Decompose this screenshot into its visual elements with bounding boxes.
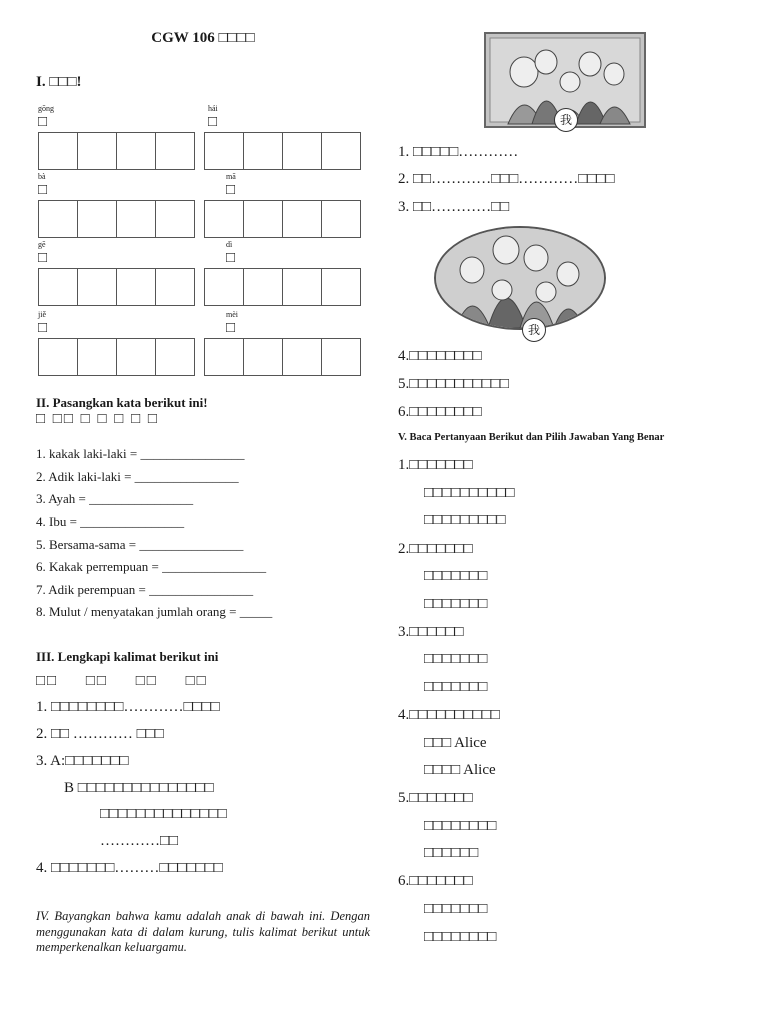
quiz-option-checkbox[interactable]: □□□□□□□ <box>424 679 488 695</box>
matching-item: 6. Kakak perrempuan = ________________ <box>36 559 267 574</box>
character-glyph: □ <box>226 250 236 266</box>
pinyin-label: gōng <box>38 104 54 113</box>
quiz-question: 6.□□□□□□□ <box>398 873 473 889</box>
picture-question: 6.□□□□□□□□ <box>398 404 482 420</box>
quiz-question: 2.□□□□□□□ <box>398 541 473 557</box>
fill-in-item: □□□□□□□□□□□□□□ <box>100 806 227 822</box>
character-glyph: □ <box>38 182 48 198</box>
character-glyph: □ <box>38 250 48 266</box>
quiz-option-checkbox[interactable]: □□□□□□□ <box>424 568 488 584</box>
quiz-option-checkbox[interactable]: □□□□□□□ <box>424 596 488 612</box>
section-3-heading: III. Lengkapi kalimat berikut ini <box>36 649 219 664</box>
picture-question: 3. □□…………□□ <box>398 199 510 215</box>
quiz-question: 1.□□□□□□□ <box>398 457 473 473</box>
picture-question: 1. □□□□□………… <box>398 144 519 160</box>
writing-grid[interactable] <box>38 268 195 306</box>
fill-in-item: 1. □□□□□□□□…………□□□□ <box>36 699 220 715</box>
character-glyph: □ <box>208 114 218 130</box>
pinyin-label: hái <box>208 104 218 113</box>
wo-marker: 我 <box>522 318 546 342</box>
quiz-option-checkbox[interactable]: □□□□□□□□ <box>424 929 497 945</box>
writing-grid[interactable] <box>38 338 195 376</box>
picture-question: 4.□□□□□□□□ <box>398 348 482 364</box>
quiz-option-checkbox[interactable]: □□□□□□ <box>424 845 479 861</box>
fill-in-item: 3. A:□□□□□□□ <box>36 753 129 769</box>
matching-item: 8. Mulut / menyatakan jumlah orang = _____ <box>36 604 273 619</box>
character-glyph: □ <box>226 320 236 336</box>
quiz-option-checkbox[interactable]: □□□□□□□ <box>424 651 488 667</box>
picture-question: 5.□□□□□□□□□□□ <box>398 376 509 392</box>
character-glyph: □ <box>38 114 48 130</box>
quiz-option-checkbox[interactable]: □□□□□□□□ <box>424 818 497 834</box>
word-bank: □ □□ □ □ □ □ □ <box>36 411 159 427</box>
writing-grid[interactable] <box>204 200 361 238</box>
quiz-option-checkbox[interactable]: □□□□□□□□□□ <box>424 485 515 501</box>
quiz-option-checkbox[interactable]: □□□□ Alice <box>424 762 496 778</box>
quiz-option-checkbox[interactable]: □□□□□□□ <box>424 901 488 917</box>
character-glyph: □ <box>38 320 48 336</box>
quiz-option-checkbox[interactable]: □□□ Alice <box>424 735 487 751</box>
section-4-instruction: IV. Bayangkan bahwa kamu adalah anak di bawah ini. Dengan menggunakan kata di dalam kurung, tulis kalimat berikut untuk memperkenalkan keluargamu. <box>36 909 370 954</box>
quiz-question: 5.□□□□□□□ <box>398 790 473 806</box>
matching-item: 2. Adik laki-laki = ________________ <box>36 469 239 484</box>
section-1-heading: I. □□□! <box>36 74 82 90</box>
page-title: CGW 106 □□□□ <box>151 30 255 46</box>
pinyin-label: mèi <box>226 310 238 319</box>
fill-in-item: B □□□□□□□□□□□□□□□ <box>64 780 214 796</box>
fill-in-item: 2. □□ ………… □□□ <box>36 726 164 742</box>
word-bank: □□ □□ □□ □□ <box>36 673 208 689</box>
pinyin-label: mā <box>226 172 236 181</box>
quiz-option-checkbox[interactable]: □□□□□□□□□ <box>424 512 506 528</box>
pinyin-label: dì <box>226 240 233 249</box>
matching-item: 5. Bersama-sama = ________________ <box>36 537 244 552</box>
wo-marker: 我 <box>554 108 578 132</box>
pinyin-label: bà <box>38 172 46 181</box>
writing-grid[interactable] <box>204 268 361 306</box>
section-2-heading: II. Pasangkan kata berikut ini! <box>36 395 208 410</box>
section-5-heading: V. Baca Pertanyaan Berikut dan Pilih Jawaban Yang Benar <box>398 432 665 443</box>
character-glyph: □ <box>226 182 236 198</box>
writing-grid[interactable] <box>204 132 361 170</box>
pinyin-label: gē <box>38 240 46 249</box>
writing-grid[interactable] <box>204 338 361 376</box>
quiz-question: 4.□□□□□□□□□□ <box>398 707 500 723</box>
writing-grid[interactable] <box>38 132 195 170</box>
writing-grid[interactable] <box>38 200 195 238</box>
quiz-question: 3.□□□□□□ <box>398 624 464 640</box>
family-oval-photo <box>434 226 606 330</box>
fill-in-item: …………□□ <box>100 833 179 849</box>
matching-item: 7. Adik perempuan = ________________ <box>36 582 254 597</box>
picture-question: 2. □□…………□□□…………□□□□ <box>398 171 615 187</box>
pinyin-label: jiě <box>38 310 46 319</box>
matching-item: 1. kakak laki-laki = ________________ <box>36 446 245 461</box>
matching-item: 4. Ibu = ________________ <box>36 514 185 529</box>
fill-in-item: 4. □□□□□□□………□□□□□□□ <box>36 860 223 876</box>
matching-item: 3. Ayah = ________________ <box>36 491 194 506</box>
